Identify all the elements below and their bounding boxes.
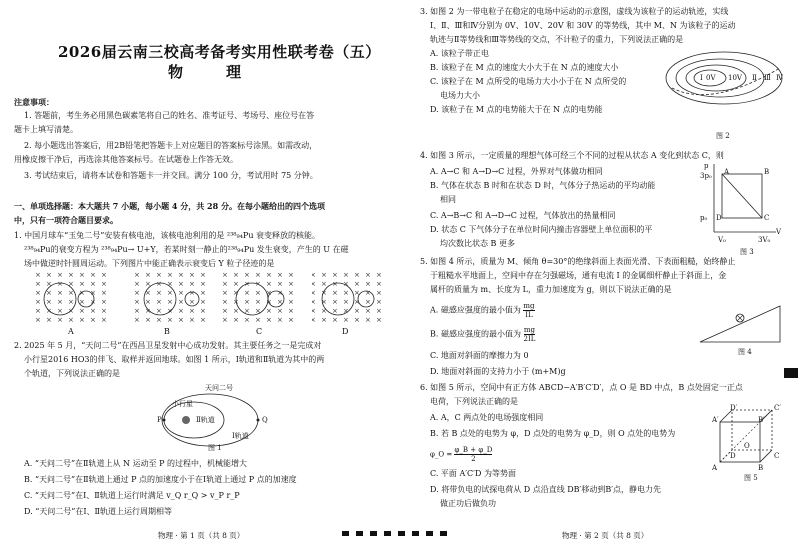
q1-line-3: 场中做逆时针圆周运动。下列图片中能正确表示衰变后 Y 粒子径迹的是	[24, 259, 275, 268]
fig3-point-d: D	[716, 214, 722, 222]
fig5-label-o: O	[744, 442, 750, 450]
q2-line-1: 2. 2025 年 5 月，“天问二号”在西昌卫星发射中心成功发射。其主要任务之一是完成对	[14, 341, 322, 350]
fig5-label-b1: B′	[758, 416, 765, 424]
exam-title: 2026届云南三校高考备考实用性联考卷（五）	[58, 43, 381, 61]
fig3-point-b: B	[764, 168, 770, 176]
fig4-caption: 图 4	[738, 348, 752, 356]
q6-option-a[interactable]: A. A，C 两点处的电场强度相同	[430, 413, 544, 422]
q6-line-1: 6. 如图 5 所示，空间中有正方体 ABCD−A′B′C′D′，点 O 是 BD 中点，B 点处固定一正点	[420, 383, 743, 392]
fig1-orbit1-label: Ⅰ轨道	[232, 432, 249, 440]
fig5-label-c1: C′	[774, 404, 781, 412]
q1-label-d: D	[342, 327, 349, 336]
q5-option-c[interactable]: C. 地面对斜面的摩擦力为 0	[430, 351, 529, 360]
fig2-label-ii: Ⅱ	[752, 74, 757, 82]
exam-subject: 物 理	[168, 63, 256, 81]
q2-option-c[interactable]: C. “天问二号”在Ⅰ、Ⅱ轨道上运行时满足 v_Q r_Q > v_P r_P	[24, 491, 240, 500]
note-line-3: 2. 每小题选出答案后，用2B铅笔把答题卡上对应题目的答案标号涂黑。如需改动，	[24, 141, 318, 150]
fig2-label-iv: Ⅳ	[776, 74, 783, 82]
q5-option-b-num: mg	[523, 326, 536, 334]
fig3-v-axis: V	[776, 228, 782, 236]
q1-figures	[0, 270, 400, 350]
right-page	[400, 0, 800, 551]
fig3-caption: 图 3	[740, 248, 754, 256]
fig3-p-tick-1: 3p₀	[700, 172, 712, 180]
q5-line-2: 于粗糙水平地面上，空间中存在匀强磁场，通有电流 I 的金属细杆静止于斜面上，金	[430, 271, 727, 280]
fig1-q-label: Q	[262, 416, 268, 424]
q5-option-a-num: mg	[523, 302, 535, 310]
notes-heading: 注意事项：	[14, 97, 54, 107]
q1-label-a: A	[68, 327, 74, 336]
print-mark	[384, 531, 391, 536]
q1-figure-a[interactable]	[35, 272, 111, 326]
q3-option-a[interactable]: A. 该粒子带正电	[430, 49, 489, 58]
q3-line-1: 3. 如图 2 为一带电粒子在稳定的电场中运动的示意图，虚线为该粒子的运动轨迹，实线	[420, 7, 729, 16]
q2-line-2: 小行星2016 HO3的伴飞、取样并返回地球。如图 1 所示，Ⅰ轨道和Ⅱ轨道为其中的两	[24, 355, 325, 364]
q5-line-3: 属杆的质量为 m、长度为 L，重力加速度为 g，则以下说法正确的是	[430, 285, 672, 294]
q1-label-c: C	[256, 327, 263, 336]
q6-formula-num: φ_B + φ_D	[454, 446, 493, 454]
q6-option-b[interactable]: B. 若 B 点处的电势为 φ，D 点处的电势为 φ_D，则 O 点处的电势为	[430, 429, 676, 438]
fig2-label-10v: 10V	[728, 74, 742, 82]
fig5-caption: 图 5	[744, 474, 758, 482]
q5-option-a-den: IL	[525, 311, 533, 319]
q1-label-b: B	[164, 327, 170, 336]
q6-formula-prefix: φ_O =	[430, 450, 453, 459]
q6-line-2: 电荷，下列说法正确的是	[430, 397, 518, 406]
q4-option-b-cont: 相同	[440, 195, 456, 204]
fig3-p-tick-2: p₀	[700, 214, 708, 222]
section1-line-2: 中，只有一项符合题目要求。	[14, 215, 118, 225]
left-footer: 物理 · 第 1 页（共 8 页）	[158, 531, 245, 540]
q4-option-b[interactable]: B. 气体在状态 B 时和在状态 D 时，气体分子热运动的平均动能	[430, 181, 656, 190]
q4-option-a[interactable]: A. A→C 和 A→D→C 过程，外界对气体做功相同	[430, 167, 603, 176]
q5-option-b[interactable]	[430, 326, 535, 343]
section1-line-1: 一、单项选择题：本大题共 7 小题，每小题 4 分，共 28 分。在每小题给出的四个选项	[14, 201, 325, 211]
fig5-label-a1: A′	[712, 416, 719, 424]
q3-line-3: 轨迹与Ⅱ等势线和Ⅲ等势线的交点，不计粒子的重力，下列说法正确的是	[430, 35, 684, 44]
fig3-v-tick-2: 3V₀	[758, 236, 771, 244]
q4-line-1: 4. 如图 3 所示，一定质量的理想气体可经三个不同的过程从状态 A 变化到状态 C，则	[420, 151, 724, 160]
note-line-2: 题卡上填写清楚。	[14, 125, 78, 134]
q5-option-b-den: 2IL	[523, 335, 536, 343]
fig1-asteroid-label: 小行星	[172, 400, 193, 408]
fig5-label-d1: D′	[730, 404, 738, 412]
print-mark	[342, 531, 349, 536]
fig3-point-c: C	[764, 214, 770, 222]
q1-line-2: ²³⁸₉₄Pu的衰变方程为 ²³⁸₉₄Pu→ U+Y，若某时刻一静止的²³⁸₉₄Pu 发生衰变，产生的 U 在磁	[24, 245, 349, 254]
q6-option-d[interactable]: D. 将带负电的试探电荷从 D 点沿直线 DB′移动到B′点，静电力先	[430, 485, 662, 494]
note-line-1: 1. 答题前，考生务必用黑色碳素笔将自己的姓名、准考证号、考场号、座位号在答	[24, 111, 315, 120]
fig1-p-label: P	[157, 416, 162, 424]
fig5-label-c: C	[774, 452, 780, 460]
fig2-label-0v: 0V	[706, 74, 716, 82]
print-mark	[370, 531, 377, 536]
q5-line-1: 5. 如图 4 所示，质量为 M、倾角 θ=30°的绝缘斜面上表面光滑、下表面粗糙，始终静止	[420, 257, 736, 266]
q6-formula	[430, 446, 492, 463]
fig3-point-a: A	[724, 168, 730, 176]
note-line-4: 用橡皮擦干净后，再选涂其他答案标号。在试题卷上作答无效。	[14, 155, 238, 164]
q3-line-2: Ⅰ、Ⅱ、Ⅲ和Ⅳ分别为 0V、10V、20V 和 30V 的等势线，其中 M、N 为该粒子的运动	[430, 21, 736, 30]
note-line-5: 3. 考试结束后，请将本试卷和答题卡一并交回。满分 100 分，考试用时 75 分钟。	[24, 171, 318, 180]
figure-4-incline	[696, 296, 786, 346]
fig3-v-tick-1: V₀	[718, 236, 726, 244]
q5-option-a[interactable]	[430, 302, 535, 319]
print-mark	[356, 531, 363, 536]
fig1-orbit2-label: Ⅱ轨道	[196, 416, 215, 424]
q5-option-d[interactable]: D. 地面对斜面的支持力小于 (m+M)g	[430, 367, 566, 376]
fig2-label-iii: Ⅲ	[764, 74, 771, 82]
figure-5-cube	[712, 400, 782, 470]
fig2-caption: 图 2	[716, 132, 730, 140]
q2-line-3: 个轨道，下列说法正确的是	[24, 369, 120, 378]
fig3-p-axis: p	[704, 162, 709, 170]
q1-figure-d[interactable]	[312, 272, 388, 326]
q2-option-d[interactable]: D. “天问二号”在Ⅰ、Ⅱ轨道上运行周期相等	[24, 507, 172, 516]
q1-line-1: 1. 中国月球车“玉兔二号”安装有核电池，该核电池利用的是 ²³⁸₉₄Pu 衰变释放的核能。	[14, 231, 321, 240]
right-footer: 物理 · 第 2 页（共 8 页）	[562, 531, 649, 540]
earth-dot	[182, 416, 190, 424]
q2-option-b[interactable]: B. “天问二号”在Ⅱ轨道上通过 P 点的加速度小于在Ⅰ轨道上通过 P 点的加速度	[24, 475, 297, 484]
q4-option-d[interactable]: D. 状态 C 下气体分子在单位时间内撞击容器壁上单位面积的平	[430, 225, 653, 234]
q4-option-c[interactable]: C. A→B→C 和 A→D→C 过程，气体放出的热量相同	[430, 211, 616, 220]
fig1-craft-label: 天问二号	[205, 384, 233, 392]
q3-option-c-cont: 电场力大小	[440, 91, 480, 100]
q5-option-b-prefix: B. 磁感应强度的最小值为	[430, 329, 521, 339]
q4-option-d-cont: 均次数比状态 B 更多	[440, 239, 515, 248]
q2-option-a[interactable]: A. “天问二号”在Ⅱ轨道上从 N 运动至 P 的过程中，机械能增大	[24, 459, 248, 468]
fig5-label-b: B	[758, 464, 764, 472]
figure-2-equipotential	[662, 48, 792, 128]
q3-option-c[interactable]: C. 该粒子在 M 点所受的电场力大小小于在 N 点所受的	[430, 77, 627, 86]
fig1-caption: 图 1	[208, 444, 222, 452]
fig5-label-a: A	[712, 464, 718, 472]
q1-figure-c[interactable]	[222, 272, 298, 326]
fig5-label-d: D	[730, 452, 736, 460]
q1-figure-b[interactable]	[130, 272, 206, 326]
q6-option-d-cont: 做正功后做负功	[440, 499, 496, 508]
q6-formula-den: 2	[471, 455, 476, 463]
q3-option-d[interactable]: D. 该粒子在 M 点的电势能大于在 N 点的电势能	[430, 105, 603, 114]
fig2-label-i: Ⅰ	[700, 74, 703, 82]
q6-option-c[interactable]: C. 平面 A′C′D 为等势面	[430, 469, 516, 478]
q3-option-b[interactable]: B. 该粒子在 M 点的速度大小大于在 N 点的速度大小	[430, 63, 619, 72]
q5-option-a-prefix: A. 磁感应强度的最小值为	[430, 305, 521, 315]
